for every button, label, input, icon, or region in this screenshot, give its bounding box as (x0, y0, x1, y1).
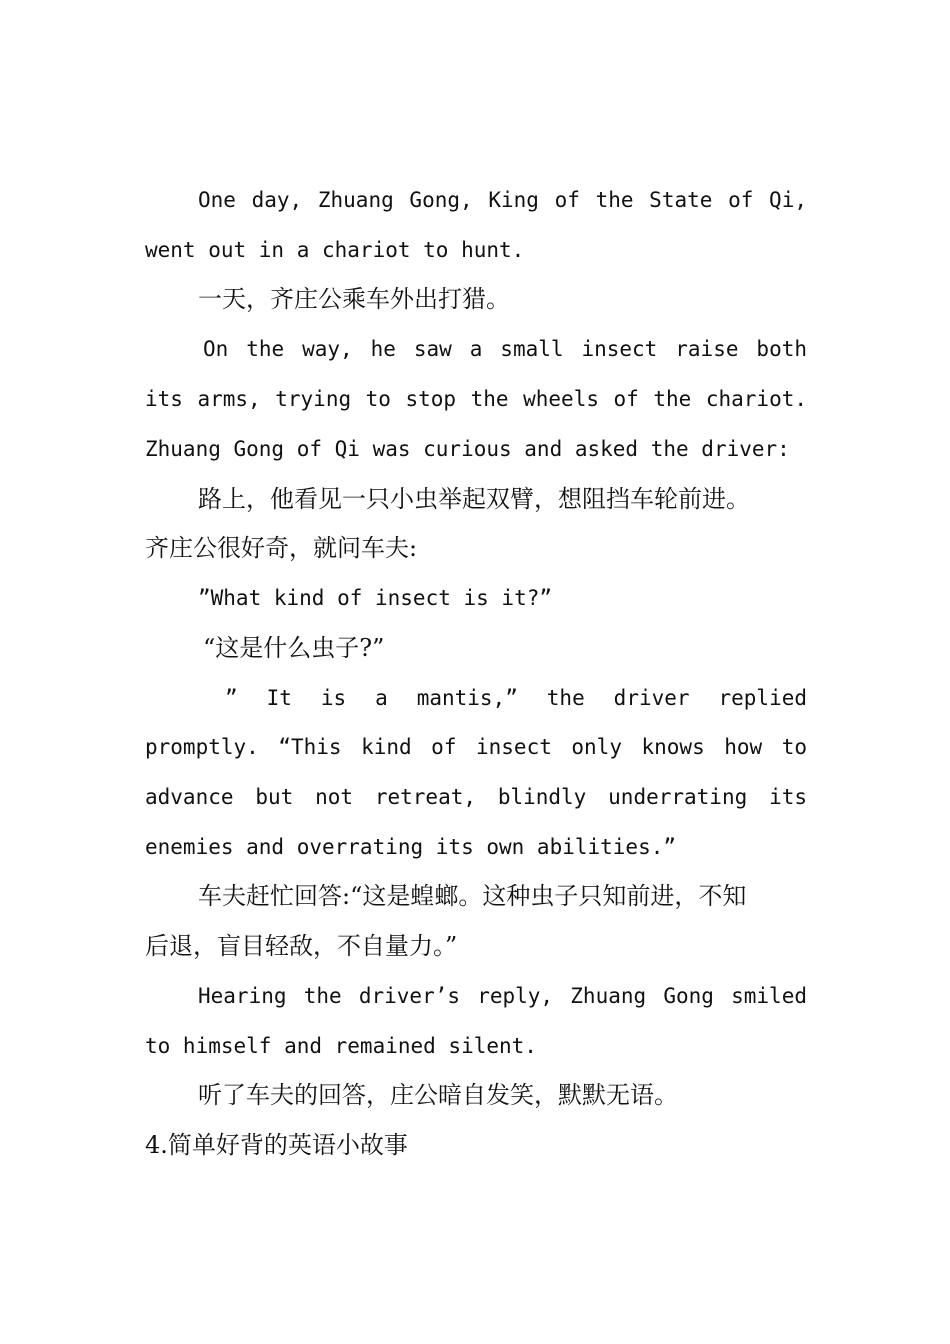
paragraph-line: 一天，齐庄公乘车外出打猎。 (198, 285, 510, 313)
paragraph-line: “这是什么虫子?” (203, 634, 385, 662)
paragraph-line: ”What kind of insect is it?” (198, 586, 553, 610)
paragraph-line: advance but not retreat, blindly underrating its (145, 785, 807, 809)
section-heading: 4.简单好背的英语小故事 (145, 1131, 408, 1159)
paragraph-line: Zhuang Gong of Qi was curious and asked the driver: (145, 437, 790, 461)
paragraph-line: Hearing the driver’s reply, Zhuang Gong smiled (198, 984, 807, 1008)
paragraph-line: went out in a chariot to hunt. (145, 238, 525, 262)
paragraph-line: promptly. “This kind of insect only knows how to (145, 735, 807, 759)
paragraph-line: One day, Zhuang Gong, King of the State of Qi, (198, 188, 807, 212)
paragraph-line: enemies and overrating its own abilities.” (145, 835, 677, 859)
paragraph-line: 车夫赶忙回答:“这是蝗螂。这种虫子只知前进，不知 (198, 882, 747, 910)
paragraph-line: 齐庄公很好奇，就问车夫: (145, 534, 418, 562)
paragraph-line: ” It is a mantis,” the driver replied (225, 686, 807, 710)
paragraph-line: 路上，他看见一只小虫举起双臂，想阻挡车轮前进。 (198, 485, 750, 513)
paragraph-line: On the way, he saw a small insect raise both (203, 337, 807, 361)
paragraph-line: to himself and remained silent. (145, 1034, 537, 1058)
paragraph-line: its arms, trying to stop the wheels of the chariot. (145, 387, 807, 411)
paragraph-line: 后退，盲目轻敌，不自量力。” (145, 932, 458, 960)
paragraph-line: 听了车夫的回答，庄公暗自发笑，默默无语。 (198, 1081, 678, 1109)
